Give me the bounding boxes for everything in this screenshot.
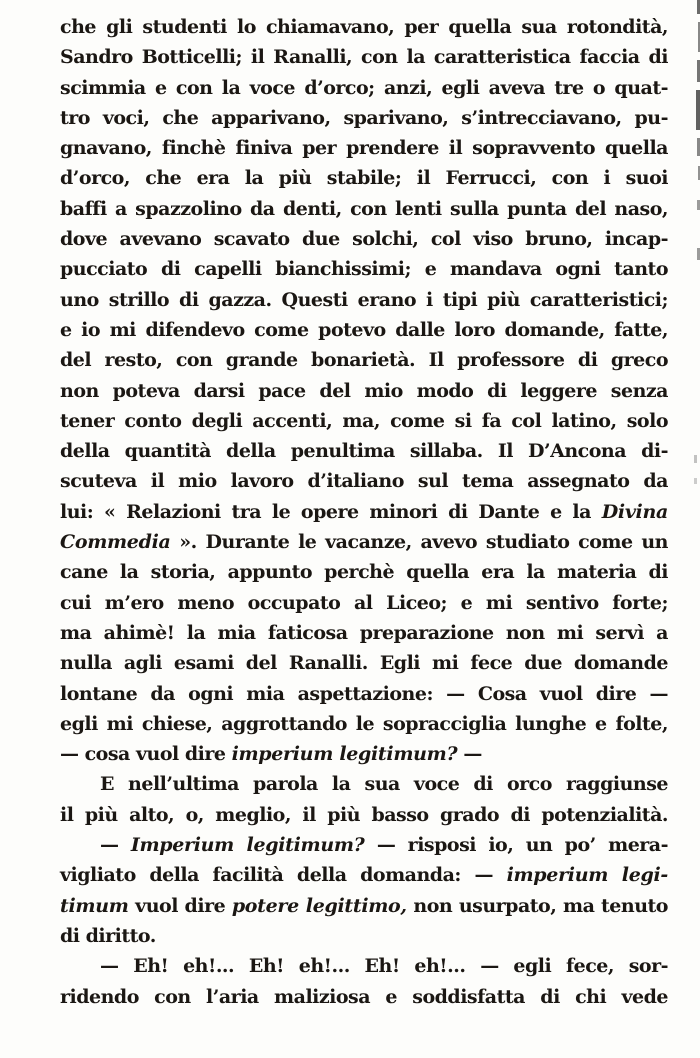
text-segment: baffi a spazzolino da denti, con lenti sulla punta del naso, <box>60 197 668 220</box>
text-line <box>60 285 668 315</box>
text-segment: gnavano, finchè finiva per prendere il sopravvento quella <box>60 137 668 160</box>
text-line <box>60 12 668 42</box>
italic-text-segment: imperium legitimum? <box>231 743 458 766</box>
text-line <box>60 103 668 133</box>
text-line <box>60 800 668 830</box>
text-segment: nulla agli esami del Ranalli. Egli mi fece due domande <box>60 652 668 675</box>
text-segment: del resto, con grande bonarietà. Il professore di greco <box>60 349 668 372</box>
text-line <box>60 436 668 466</box>
text-segment: uno strillo di gazza. Questi erano i tipi più caratteristici; <box>60 288 668 311</box>
italic-text-segment: potere legittimo, <box>231 894 407 917</box>
text-line <box>60 739 668 769</box>
text-segment: scimmia e con la voce d’orco; anzi, egli aveva tre o quat- <box>60 76 668 99</box>
page-text-column <box>60 12 668 1012</box>
text-segment: lui: « Relazioni tra le opere minori di Dante e la <box>60 500 602 523</box>
text-line <box>60 557 668 587</box>
text-segment: e io mi difendevo come potevo dalle loro domande, fatte, <box>60 318 668 341</box>
text-segment: ridendo con l’aria maliziosa e soddisfatta di chi vede <box>60 985 668 1008</box>
text-line <box>60 860 668 890</box>
text-line <box>60 163 668 193</box>
italic-text-segment: timum <box>60 894 129 917</box>
text-segment: il più alto, o, meglio, il più basso grado di potenzialità. <box>60 803 668 826</box>
text-line <box>60 254 668 284</box>
text-line <box>60 679 668 709</box>
text-segment: vigliato della facilità della domanda: — <box>60 864 507 887</box>
text-line <box>60 497 668 527</box>
text-segment: d’orco, che era la più stabile; il Ferrucci, con i suoi <box>60 167 668 190</box>
text-segment: — <box>457 743 482 766</box>
text-segment: — <box>100 834 131 857</box>
text-segment: Sandro Botticelli; il Ranalli, con la caratteristica faccia di <box>60 46 668 69</box>
text-segment: E nell’ultima parola la sua voce di orco raggiunse <box>100 773 668 796</box>
text-segment: cane la storia, appunto perchè quella era la materia di <box>60 561 668 584</box>
book-page <box>60 12 668 1012</box>
italic-text-segment: imperium legi- <box>506 864 668 887</box>
text-segment: che gli studenti lo chiamavano, per quella sua rotondità, <box>60 16 668 38</box>
text-line <box>60 406 668 436</box>
text-segment: egli mi chiese, aggrottando le sopracciglia lunghe e folte, <box>60 712 668 735</box>
text-segment: — cosa vuol dire <box>60 743 232 766</box>
text-line <box>60 133 668 163</box>
text-segment: lontane da ogni mia aspettazione: — Cosa vuol dire — <box>60 682 668 705</box>
text-segment: dove avevano scavato due solchi, col viso bruno, incap- <box>60 228 668 251</box>
text-line <box>60 527 668 557</box>
text-line <box>60 648 668 678</box>
italic-text-segment: Divina <box>601 500 668 523</box>
text-segment: pucciato di capelli bianchissimi; e mandava ogni tanto <box>60 258 668 281</box>
text-segment: non poteva darsi pace del mio modo di leggere senza <box>60 379 668 402</box>
text-segment: ». Durante le vacanze, avevo studiato come un <box>170 531 668 554</box>
italic-text-segment: Imperium legitimum? <box>130 834 365 857</box>
scan-artifact <box>694 478 697 484</box>
text-line <box>60 224 668 254</box>
text-line <box>60 618 668 648</box>
text-line <box>60 830 668 860</box>
text-segment: di diritto. <box>60 924 156 947</box>
text-line <box>60 73 668 103</box>
text-line <box>60 42 668 72</box>
italic-text-segment: Commedia <box>60 531 171 554</box>
text-segment: della quantità della penultima sillaba. Il D’Ancona di- <box>60 440 668 463</box>
text-segment: non usurpato, ma tenuto <box>406 894 668 917</box>
text-segment: vuol dire <box>128 894 232 917</box>
text-line <box>60 194 668 224</box>
text-segment: scuteva il mio lavoro d’italiano sul tema assegnato da <box>60 470 668 493</box>
text-line <box>60 466 668 496</box>
text-line <box>60 951 668 981</box>
text-line <box>60 345 668 375</box>
scan-artifact <box>696 90 700 130</box>
text-line <box>60 376 668 406</box>
text-line <box>60 315 668 345</box>
text-line <box>60 982 668 1012</box>
text-line <box>60 769 668 799</box>
text-segment: ma ahimè! la mia faticosa preparazione non mi servì a <box>60 621 668 644</box>
text-segment: cui m’ero meno occupato al Liceo; e mi sentivo forte; <box>60 591 668 614</box>
scan-artifact <box>694 455 697 463</box>
text-segment: tener conto degli accenti, ma, come si fa col latino, solo <box>60 409 668 432</box>
text-line <box>60 588 668 618</box>
text-segment: tro voci, che apparivano, sparivano, s’intrecciavano, pu- <box>60 106 668 129</box>
text-segment: — risposi io, un po’ mera- <box>364 834 668 857</box>
text-segment: — Eh! eh!... Eh! eh!... Eh! eh!... — egli fece, sor- <box>100 955 668 978</box>
text-line <box>60 709 668 739</box>
text-line <box>60 891 668 921</box>
text-line <box>60 921 668 951</box>
